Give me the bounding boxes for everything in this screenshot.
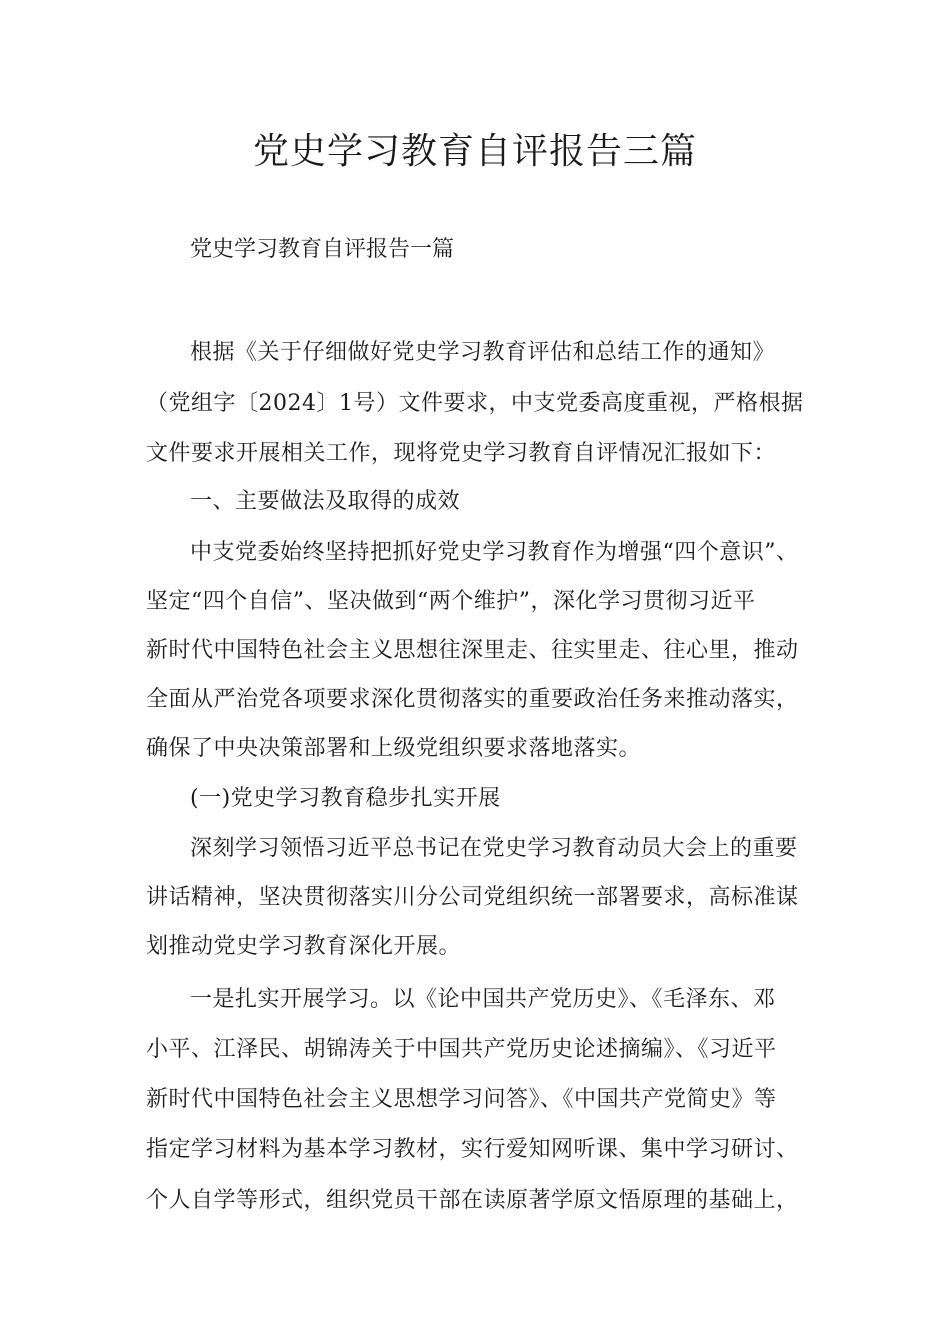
paragraph-line: 一是扎实开展学习。以《论中国共产党历史》、《毛泽东、邓 bbox=[190, 987, 776, 1012]
paragraph-line: 中支党委始终坚持把抓好党史学习教育作为增强“四个意识”、 bbox=[190, 540, 799, 565]
paragraph-line: 划推动党史学习教育深化开展。 bbox=[146, 934, 462, 959]
paragraph-line: 坚定“四个自信”、坚决做到“两个维护”，深化学习贯彻习近平 bbox=[146, 589, 756, 614]
document-subtitle: 党史学习教育自评报告一篇 bbox=[190, 237, 455, 262]
paragraph-line: 根据《关于仔细做好党史学习教育评估和总结工作的通知》 bbox=[190, 340, 776, 365]
paragraph-line: 确保了中央决策部署和上级党组织要求落地落实。 bbox=[146, 736, 642, 761]
paragraph-line: 讲话精神，坚决贯彻落实川分公司党组织统一部署要求，高标准谋 bbox=[146, 885, 799, 910]
subsection-heading: (一)党史学习教育稳步扎实开展 bbox=[190, 786, 501, 811]
paragraph-line: 新时代中国特色社会主义思想学习问答》、《中国共产党简史》等 bbox=[146, 1087, 777, 1112]
paragraph-line: 个人自学等形式，组织党员干部在读原著学原文悟原理的基础上， bbox=[146, 1188, 799, 1213]
paragraph-line: （党组字〔2024〕1号）文件要求，中支党委高度重视，严格根据 bbox=[146, 391, 804, 416]
paragraph-line: 小平、江泽民、胡锦涛关于中国共产党历史论述摘编》、《习近平 bbox=[146, 1037, 777, 1062]
section-heading: 一、主要做法及取得的成效 bbox=[190, 489, 461, 514]
paragraph-line: 深刻学习领悟习近平总书记在党史学习教育动员大会上的重要 bbox=[190, 836, 798, 861]
document-title: 党史学习教育自评报告三篇 bbox=[252, 131, 697, 172]
paragraph-line: 文件要求开展相关工作，现将党史学习教育自评情况汇报如下： bbox=[146, 441, 777, 466]
paragraph-line: 全面从严治党各项要求深化贯彻落实的重要政治任务来推动落实， bbox=[146, 687, 799, 712]
paragraph-line: 指定学习材料为基本学习教材，实行爱知网听课、集中学习研讨、 bbox=[146, 1137, 799, 1162]
paragraph-line: 新时代中国特色社会主义思想往深里走、往实里走、往心里，推动 bbox=[146, 638, 799, 663]
